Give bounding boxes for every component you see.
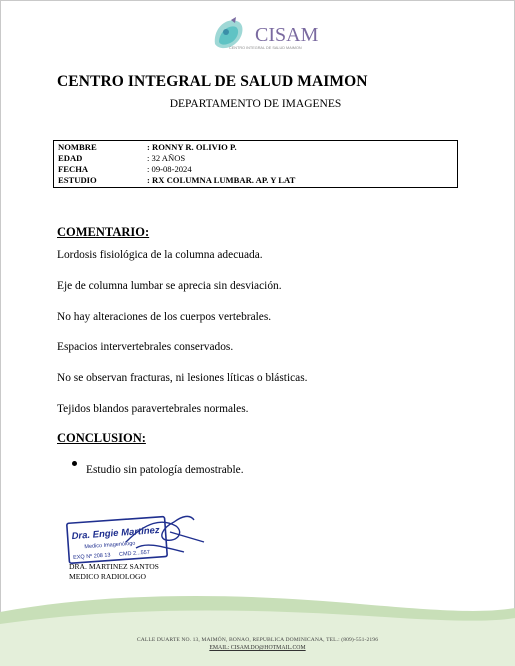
signatory-title: MEDICO RADIOLOGO: [69, 572, 146, 581]
finding-item: Lordosis fisiológica de la columna adecuada.: [57, 249, 263, 261]
conclusion-item: Estudio sin patología demostrable.: [86, 464, 244, 476]
signature-stamp: [66, 512, 208, 564]
footer-email: EMAIL: CISAM.DO@HOTMAIL.COM: [209, 645, 306, 651]
patient-info-box: [53, 140, 458, 188]
svg-text:EXQ Nº 208 13: EXQ Nº 208 13: [72, 552, 111, 562]
signatory-name: DRA. MARTINEZ SANTOS: [69, 562, 159, 571]
conclusion-heading: CONCLUSION:: [57, 431, 146, 445]
name-label: NOMBRE: [58, 142, 97, 152]
svg-text:Medico Imagenólogo: Medico Imagenólogo: [84, 540, 136, 551]
finding-item: Espacios intervertebrales conservados.: [57, 341, 234, 353]
date-label: FECHA: [58, 164, 89, 174]
department-title: DEPARTAMENTO DE IMAGENES: [169, 98, 342, 110]
svg-text:CISAM: CISAM: [255, 24, 319, 46]
svg-text:CMD 2...557: CMD 2...557: [118, 549, 151, 558]
footer-wave: [0, 590, 515, 666]
finding-item: Tejidos blandos paravertebrales normales.: [57, 403, 249, 415]
comments-heading: COMENTARIO:: [57, 225, 150, 239]
svg-text:Dra. Engie Martinez: Dra. Engie Martinez: [71, 524, 160, 543]
svg-text:CENTRO INTEGRAL DE SALUD MAIMO: CENTRO INTEGRAL DE SALUD MAIMON: [229, 46, 302, 50]
study-value: : RX COLUMNA LUMBAR. AP. Y LAT: [147, 175, 296, 185]
finding-item: Eje de columna lumbar se aprecia sin desviación.: [57, 280, 282, 292]
footer-address: CALLE DUARTE NO. 13, MAIMÓN, BONAO, REPUBLICA DOMINICANA, TEL.: (809)-551-2196: [136, 637, 379, 643]
study-label: ESTUDIO: [58, 175, 97, 185]
name-value: : RONNY R. OLIVIO P.: [147, 142, 237, 152]
signatory-block: [69, 562, 159, 582]
date-value: : 09-08-2024: [147, 164, 192, 174]
age-value: : 32 AÑOS: [147, 153, 186, 163]
finding-item: No hay alteraciones de los cuerpos vertebrales.: [57, 311, 272, 323]
organization-title: CENTRO INTEGRAL DE SALUD MAIMON: [57, 73, 368, 90]
bullet-icon: [72, 461, 77, 466]
cisam-logo: [205, 14, 325, 58]
finding-item: No se observan fracturas, ni lesiones líticas o blásticas.: [57, 372, 308, 384]
age-label: EDAD: [58, 153, 83, 163]
